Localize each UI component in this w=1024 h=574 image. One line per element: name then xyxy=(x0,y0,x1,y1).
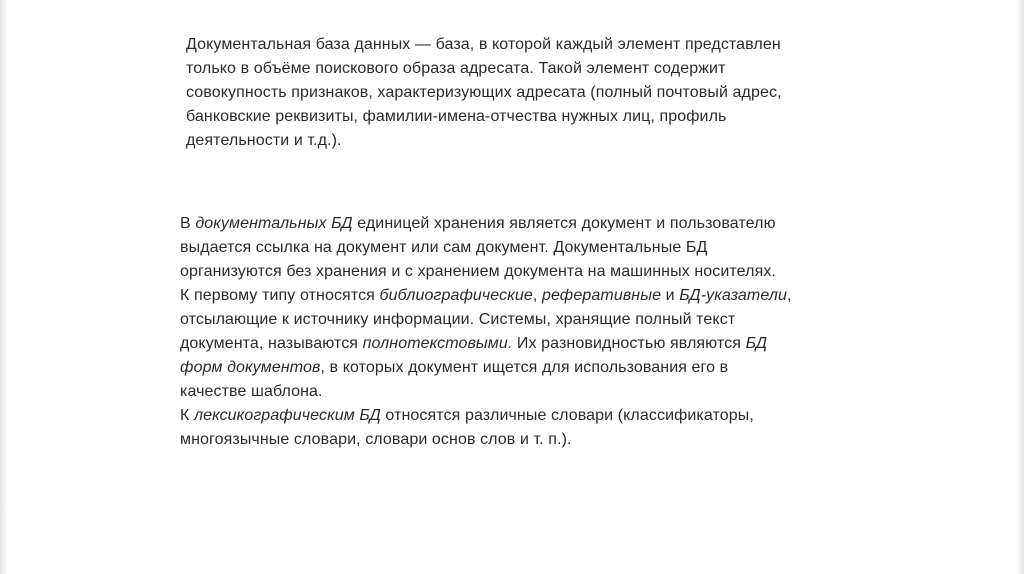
text-fragment: , в которых документ ищется для использования его в xyxy=(320,359,729,376)
slide-left-edge-shadow xyxy=(0,0,8,574)
text-fragment: относятся различные словари (классификаторы, xyxy=(380,407,754,424)
paragraph1-line-1: Документальная база данных — база, в которой каждый элемент представлен xyxy=(186,36,781,53)
italic-term: библиографические xyxy=(379,287,533,304)
italic-term: лексикографическим БД xyxy=(193,407,381,424)
paragraph1-line-3: совокупность признаков, характеризующих адресата (полный почтовый адрес, xyxy=(186,84,782,101)
text-fragment: документа, называются xyxy=(180,335,363,352)
paragraph2-line-10: многоязычные словари, словари основ слов и т. п.). xyxy=(180,431,572,448)
text-fragment: Их разновидностью являются xyxy=(512,335,746,352)
paragraph2-line-5: отсылающие к источнику информации. Системы, хранящие полный текст xyxy=(180,311,736,328)
text-fragment: К xyxy=(180,407,194,424)
paragraph2-line-1 xyxy=(180,212,776,236)
paragraph2-line-4 xyxy=(180,284,792,308)
italic-term: реферативные xyxy=(541,287,662,304)
italic-term: полнотекстовыми. xyxy=(362,335,513,352)
paragraph2-line-9 xyxy=(180,404,754,428)
paragraph2-line-2: выдается ссылка на документ или сам документ. Документальные БД xyxy=(180,239,708,256)
text-fragment: единицей хранения является документ и пользователю xyxy=(352,215,776,232)
text-fragment: К первому типу относятся xyxy=(180,287,380,304)
italic-term: БД-указатели xyxy=(679,287,787,304)
text-fragment: , xyxy=(786,287,792,304)
text-fragment: , xyxy=(532,287,542,304)
paragraph2-line-7 xyxy=(180,356,728,380)
italic-term: БД xyxy=(745,335,768,352)
paragraph2-line-3: организуются без хранения и с хранением документа на машинных носителях. xyxy=(180,263,776,280)
paragraph2-line-8: качестве шаблона. xyxy=(180,383,323,400)
paragraph2-line-6 xyxy=(180,332,767,356)
text-fragment: В xyxy=(180,215,196,232)
italic-term: документальных БД xyxy=(195,215,353,232)
text-fragment: и xyxy=(661,287,680,304)
paragraph1-line-2: только в объёме поискового образа адресата. Такой элемент содержит xyxy=(186,60,726,77)
paragraph1-line-4: банковские реквизиты, фамилии-имена-отчества нужных лиц, профиль xyxy=(186,108,727,125)
slide-right-edge-shadow xyxy=(1016,0,1024,574)
italic-term: форм документов xyxy=(180,359,321,376)
paragraph1-line-5: деятельности и т.д.). xyxy=(186,132,342,149)
